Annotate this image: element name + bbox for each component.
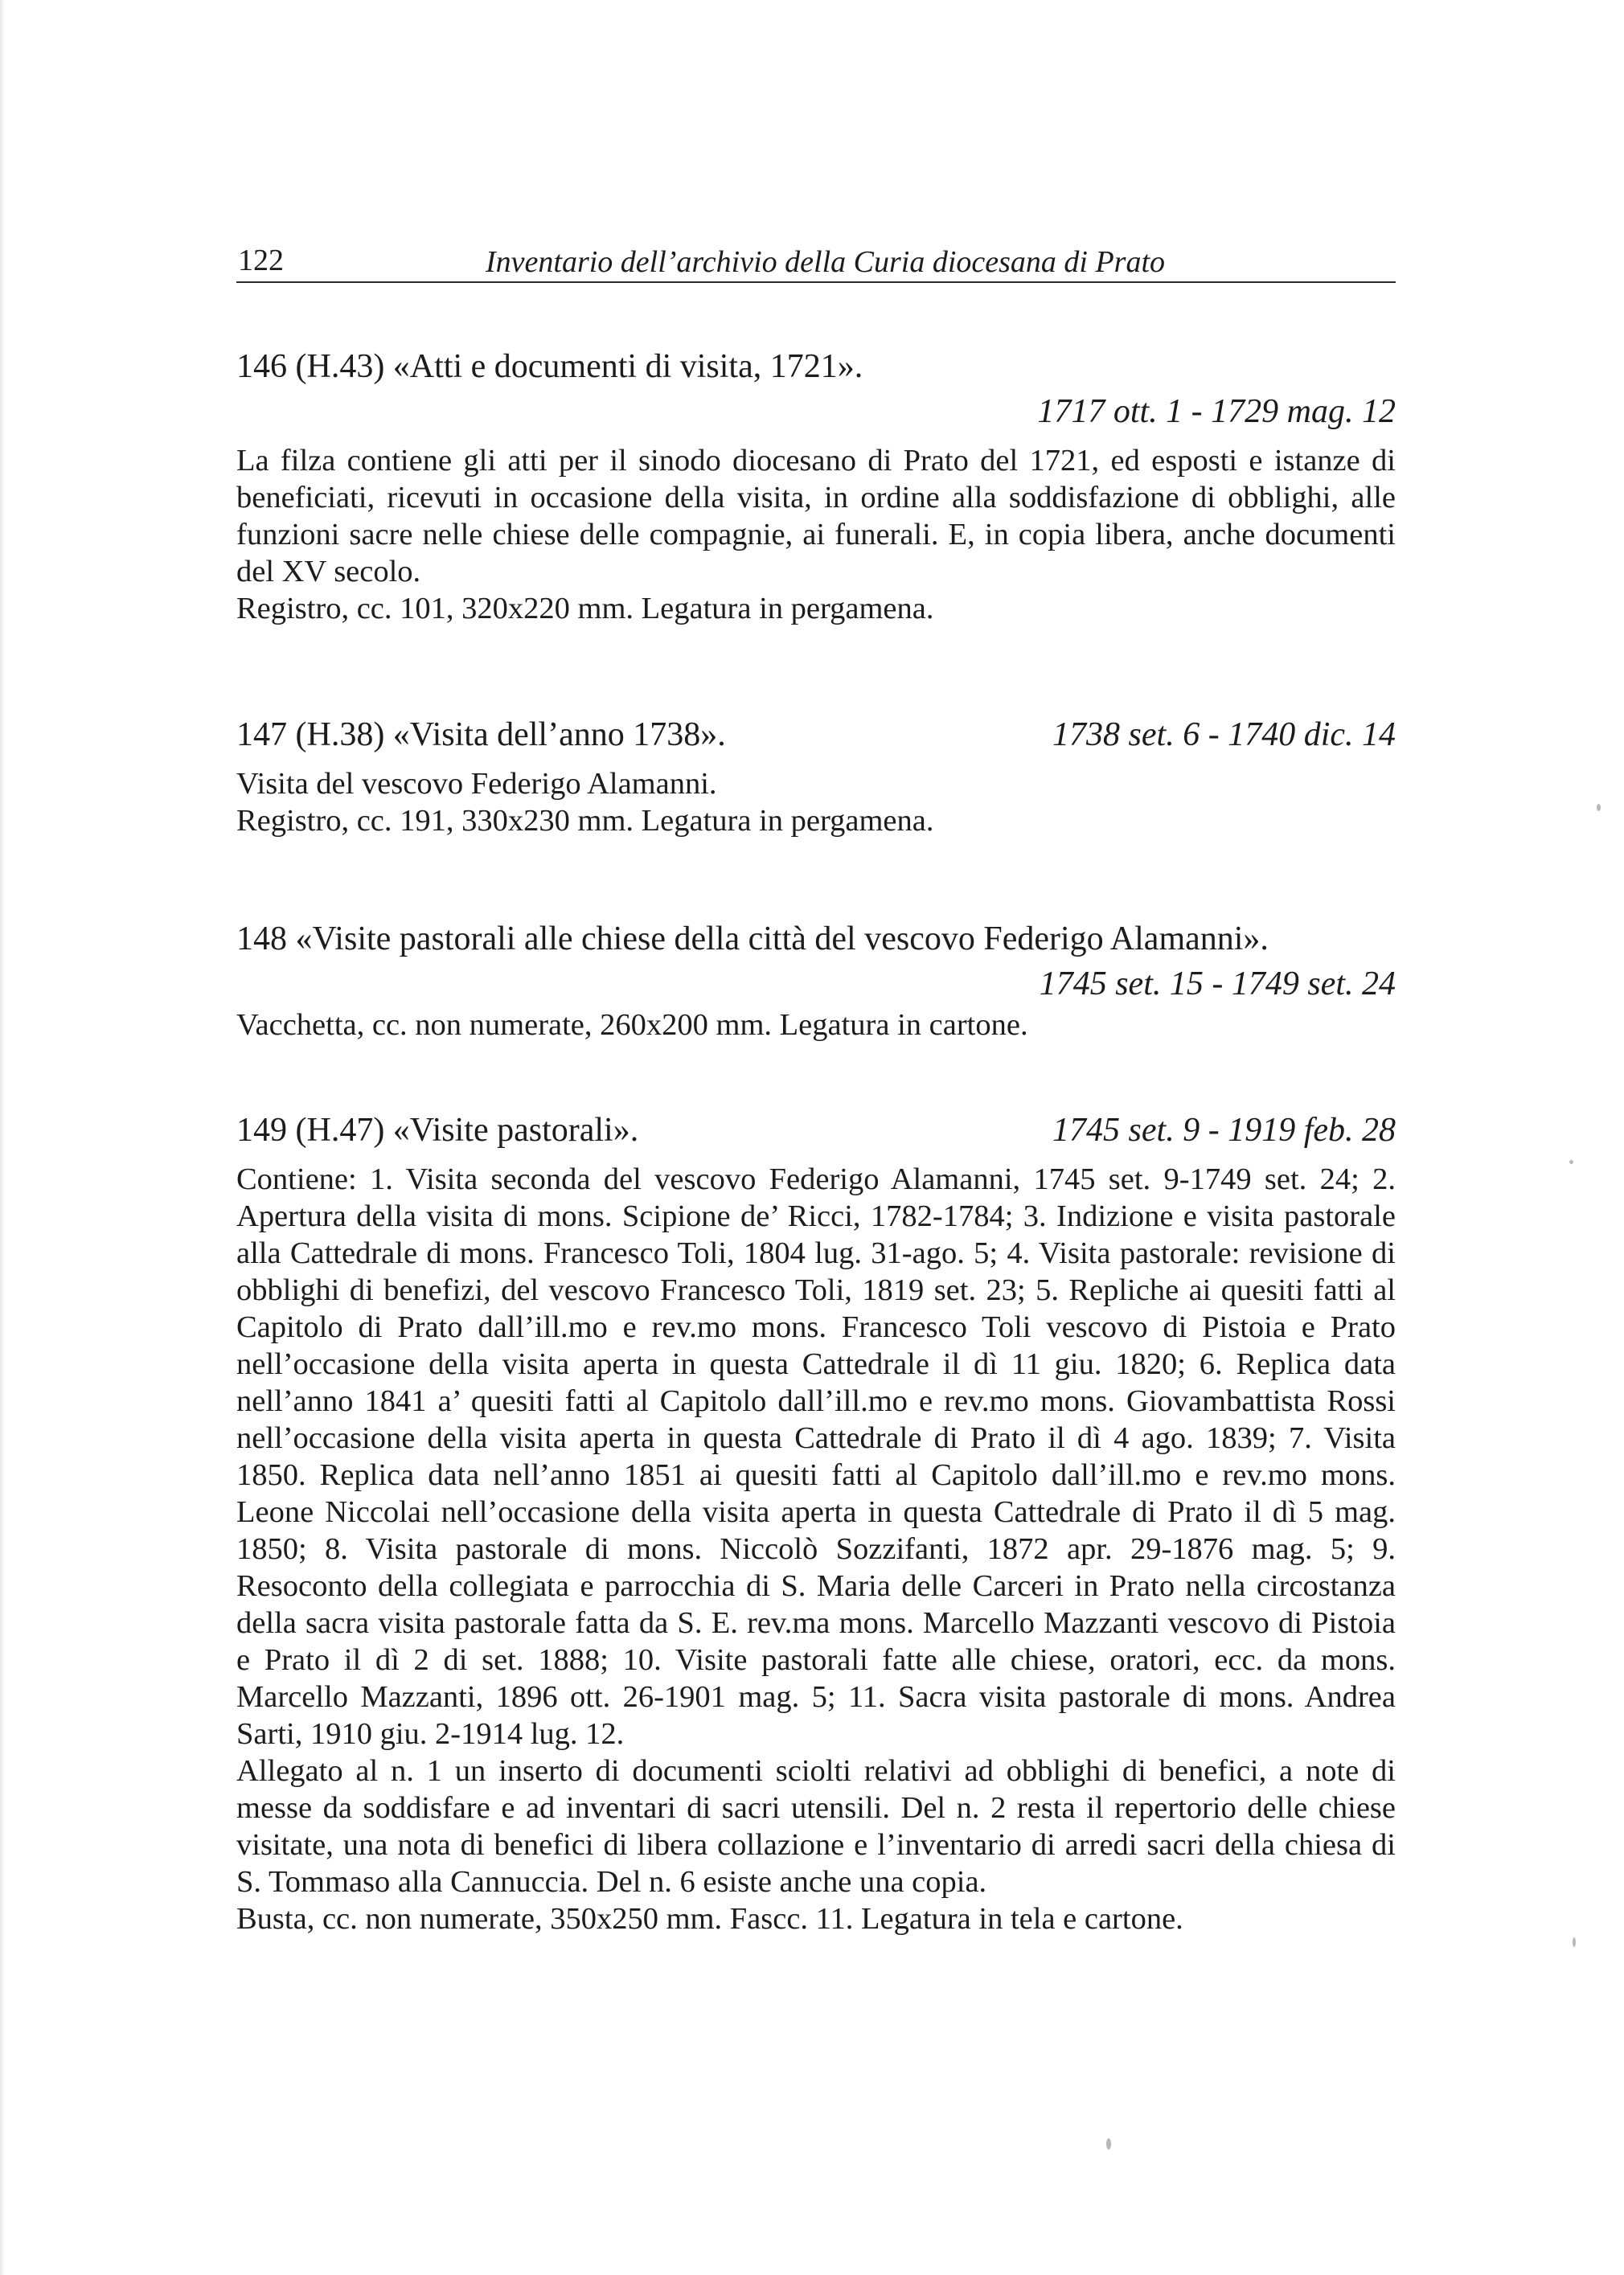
inventory-entry-146 [236,344,1396,627]
running-header [236,243,1396,283]
page-number: 122 [238,244,284,277]
entry-heading [236,1108,1396,1153]
entry-body [236,442,1396,627]
entry-heading [236,916,1396,961]
entry-description: Visita del vescovo Federigo Alamanni. [236,767,717,801]
entry-heading [236,344,1396,389]
entry-title: 146 (H.43) «Atti e documenti di visita, 1721». [236,348,863,385]
entry-description: La filza contiene gli atti per il sinodo diocesano di Prato del 1721, ed esposti e istanze di beneficiati, ricevuti in occasione della visita, in ordine alla soddisfazione di obblighi, alle funzioni sacre nelle chiese delle compagnie, ai funerali. E, in copia libera, anche documenti del XV secolo. [236,444,1396,588]
entry-contents: Contiene: 1. Visita seconda del vescovo Federigo Alamanni, 1745 set. 9-1749 set. 24; 2. Apertura della visita di mons. Scipione de’ Ricci, 1782-1784; 3. Indizione e visita pastorale alla Cattedrale di mons. Francesco Toli, 1804 lug. 31-ago. 5; 4. Visita pastorale: revisione di obblighi di benefizi, del vescovo Francesco Toli, 1819 set. 23; 5. Repliche ai quesiti fatti al Capitolo di Prato dall’ill.mo e rev.mo mons. Francesco Toli vescovo di Pistoia e Prato nell’occasione della visita aperta in questa Cattedrale il dì 11 giu. 1820; 6. Replica data nell’anno 1841 a’ quesiti fatti al Capitolo dall’ill.mo e rev.mo mons. Giovambattista Rossi nell’occasione della visita aperta in questa Cattedrale di Prato il dì 4 ago. 1839; 7. Visita 1850. Replica data nell’anno 1851 ai quesiti fatti al Capitolo dall’ill.mo e rev.mo mons. Leone Niccolai nell’occasione della visita aperta in questa Cattedrale di Prato il dì 5 mag. 1850; 8. Visita pastorale di mons. Niccolò Sozzifanti, 1872 apr. 29-1876 mag. 5; 9. Resoconto della collegiata e parrocchia di S. Maria delle Carceri in Prato nella circostanza della sacra visita pastorale fatta da S. E. rev.ma mons. Marcello Mazzanti vescovo di Pistoia e Prato il dì 2 di set. 1888; 10. Visite pastorali fatte alle chiese, oratori, ecc. da mons. Marcello Mazzanti, 1896 ott. 26-1901 mag. 5; 11. Sacra visita pastorale di mons. Andrea Sarti, 1910 giu. 2-1914 lug. 12. [236,1162,1396,1751]
entry-title: 149 (H.47) «Visite pastorali». [236,1112,639,1149]
entry-title: 148 «Visite pastorali alle chiese della città del vescovo Federigo Alamanni». [236,920,1269,957]
entry-physical-description: Registro, cc. 101, 320x220 mm. Legatura in pergamena. [236,592,934,625]
running-title: Inventario dell’archivio della Curia diocesana di Prato [486,245,1166,279]
inventory-entry-147 [236,712,1396,839]
paper-speck [1106,2138,1111,2150]
entry-body [236,765,1396,839]
inventory-entry-149 [236,1108,1396,1937]
entry-physical-description: Busta, cc. non numerate, 350x250 mm. Fascc. 11. Legatura in tela e cartone. [236,1902,1183,1936]
entry-body [236,1006,1396,1043]
paper-speck [1597,804,1601,811]
entry-date: 1745 set. 9 - 1919 feb. 28 [1052,1112,1396,1149]
entry-date: 1717 ott. 1 - 1729 mag. 12 [1037,393,1396,430]
entry-date: 1738 set. 6 - 1740 dic. 14 [1052,716,1396,753]
paper-speck [1573,1937,1576,1947]
entry-physical-description: Registro, cc. 191, 330x230 mm. Legatura in pergamena. [236,804,934,838]
entry-body [236,1161,1396,1937]
entry-heading [236,712,1396,757]
entry-date: 1745 set. 15 - 1749 set. 24 [1039,965,1396,1002]
entry-title: 147 (H.38) «Visita dell’anno 1738». [236,716,726,753]
page-edge-shadow [0,0,5,2275]
entry-physical-description: Vacchetta, cc. non numerate, 260x200 mm. Legatura in cartone. [236,1008,1028,1042]
paper-speck [1569,1160,1573,1164]
inventory-entry-148 [236,916,1396,1043]
entry-attachments-note: Allegato al n. 1 un inserto di documenti sciolti relativi ad obblighi di benefici, a note di messe da soddisfare e ad inventari di sacri utensili. Del n. 2 resta il repertorio delle chiese visitate, una nota di benefici di libera collazione e l’inventario di arredi sacri della chiesa di S. Tommaso alla Cannuccia. Del n. 6 esiste anche una copia. [236,1754,1396,1899]
